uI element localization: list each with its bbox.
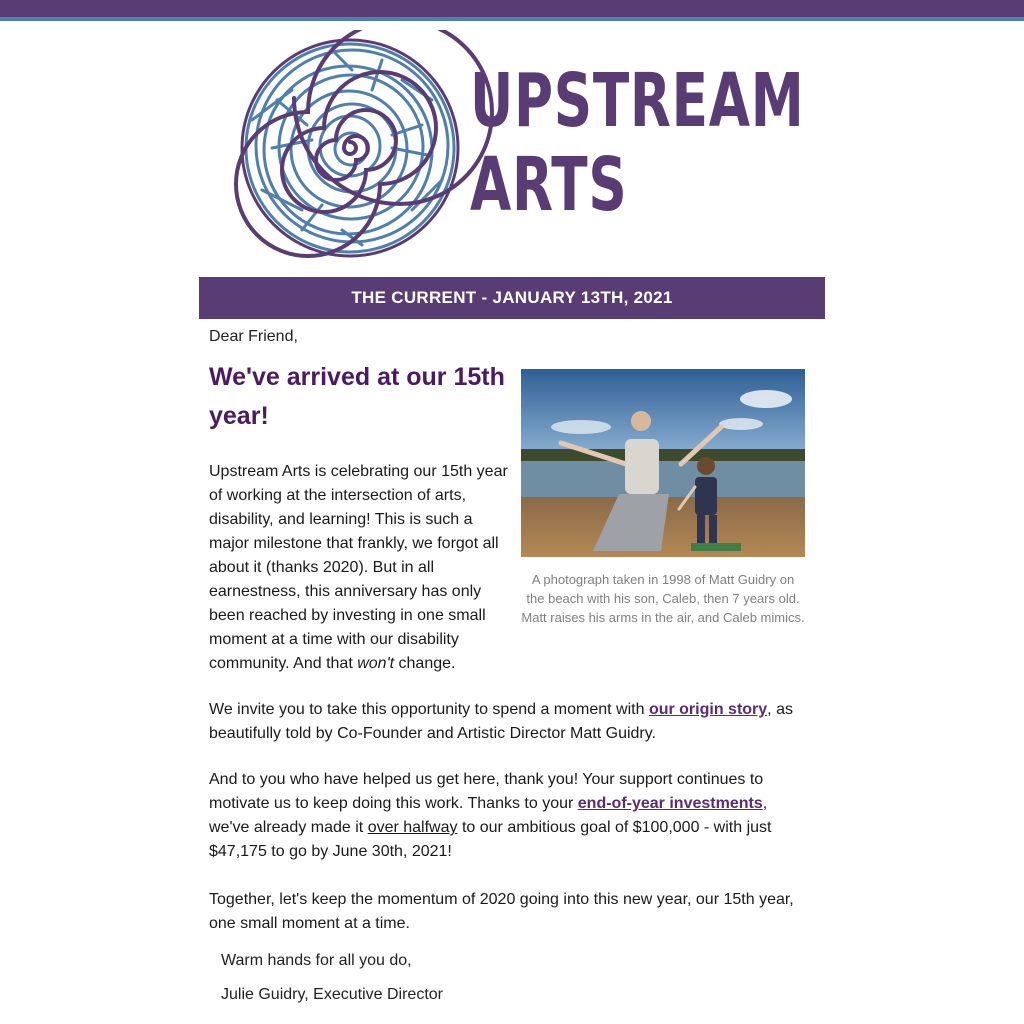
photo-caption: A photograph taken in 1998 of Matt Guidry on the beach with his son, Caleb, then 7 years old. Matt raises his arms in the air, and Caleb mimics. <box>521 572 805 625</box>
origin-story-link[interactable]: our origin story <box>648 701 768 718</box>
newsletter-banner <box>199 277 825 319</box>
intro-text-after: change. <box>394 655 456 672</box>
origin-text-after: , as beautifully told by Co-Founder and Artistic Director Matt Guidry. <box>209 701 793 742</box>
thank-you-text-2: , we've already made it <box>209 795 768 836</box>
banner-title: THE CURRENT - JANUARY 13TH, 2021 <box>351 288 673 307</box>
photo-matt-and-caleb <box>521 369 805 557</box>
signoff-signature: Julie Guidry, Executive Director <box>221 986 443 1003</box>
greeting: Dear Friend, <box>209 328 298 345</box>
logo-text-upstream: UPSTREAM <box>470 58 805 144</box>
top-bar <box>0 0 1024 17</box>
beach-photo-icon <box>521 369 805 557</box>
intro-paragraph <box>209 460 509 676</box>
headline: We've arrived at our 15th year! <box>209 363 505 430</box>
intro-emphasis: won't <box>357 655 395 672</box>
logo-text-arts: ARTS <box>470 142 628 228</box>
origin-story-paragraph <box>209 698 809 746</box>
thank-you-text-1: And to you who have helped us get here, thank you! Your support continues to motivate us to keep doing this work. Thanks to your <box>209 771 764 812</box>
end-of-year-investments-link[interactable]: end-of-year investments <box>577 795 763 812</box>
intro-text-before: Upstream Arts is celebrating our 15th year of working at the intersection of arts, disability, and learning! This is such a major milestone that frankly, we forgot all about it (thanks 2020). But in all earnestness, this anniversary has only been reached by investing in one small moment at a time with our disability community. And that <box>209 463 508 672</box>
thank-you-text-3: to our ambitious goal of $100,000 - with just $47,175 to go by June 30th, 2021! <box>209 819 772 860</box>
thank-you-paragraph <box>209 768 809 864</box>
signoff-closing: Warm hands for all you do, <box>221 952 412 969</box>
over-halfway-link[interactable]: over halfway <box>367 819 458 836</box>
top-bar-accent-line <box>0 17 1024 21</box>
momentum-paragraph: Together, let's keep the momentum of 2020 going into this new year, our 15th year, one small moment at a time. <box>209 891 794 932</box>
origin-text-before: We invite you to take this opportunity to spend a moment with <box>209 701 649 718</box>
